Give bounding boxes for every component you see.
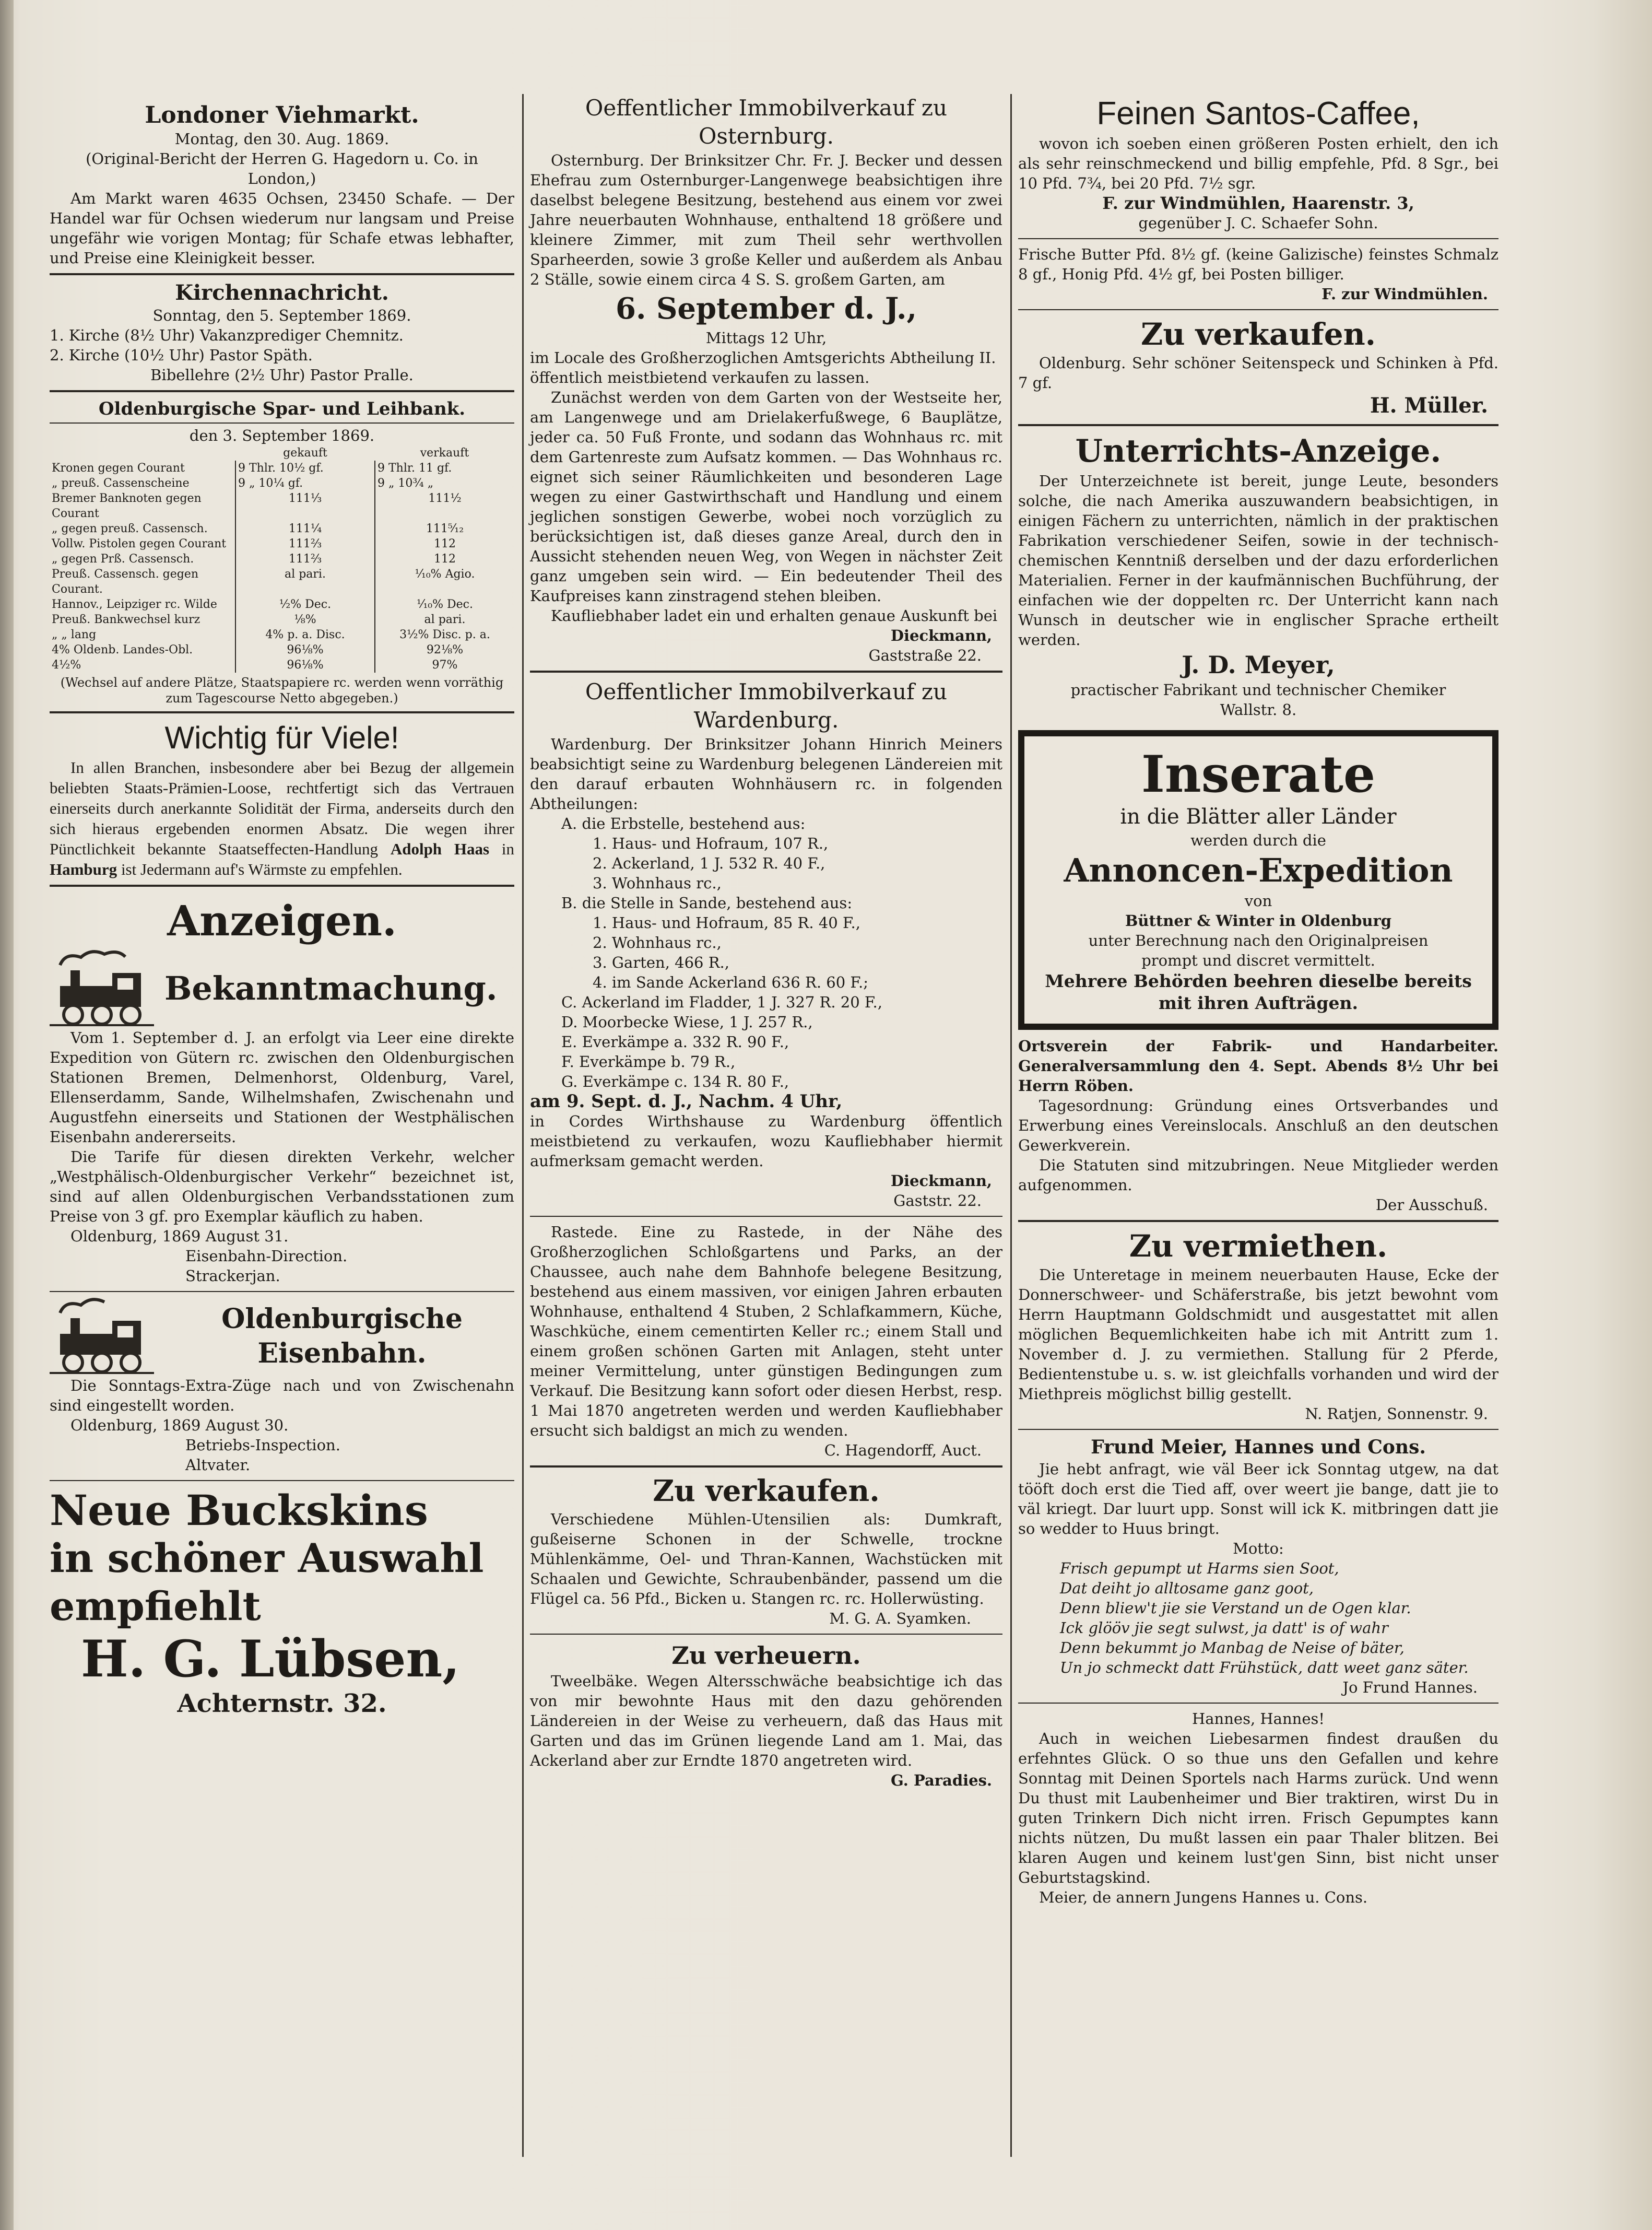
bekanntmachung-date: Oldenburg, 1869 August 31. (70, 1227, 289, 1245)
firm-name: Adolph Haas (390, 840, 490, 858)
list-item: 3. Garten, 466 R., (593, 954, 729, 971)
hannes-sign: Meier, de annern Jungens Hannes u. Cons. (1039, 1888, 1368, 1906)
frund-body: Jie hebt anfragt, wie väl Beer ick Sonntag utgew, na dat tööft doch erst die Tied aff, over weert jie bange, datt jie to väl kriegt. Dar luurt upp. Sonst will ick K. mitbringen datt jie so wedder to Huus bringt. (1018, 1460, 1498, 1537)
locomotive-icon (50, 1297, 154, 1376)
table-row: 4% Oldenb. Landes-Obl. 96⅛% 92⅛% (50, 642, 514, 658)
vermiethen-body: Die Unteretage in meinem neuerbauten Hause, Ecke der Donnerschweer- und Schäferstraße, bis jetzt bewohnt vom Herrn Hauptmann Goldschmidt und ausgestattet mit allen möglichen Bequemlichkeiten habe ich mit Antritt zum 1. November d. J. zu vermiethen. Stallung für 2 Pferde, Bedientenstube u. s. w. ist gleichfalls vorhanden und wird der Miethpreis möglichst billig gestellt. (1018, 1266, 1498, 1403)
separator (50, 1291, 514, 1292)
bank-note: (Wechsel auf andere Plätze, Staatspapiere rc. werden wenn vorräthig zum Tagescourse Netto abgegeben.) (60, 675, 504, 706)
inserate-line: werden durch die (1190, 831, 1326, 849)
hannes-title: Hannes, Hannes! (1191, 1710, 1325, 1728)
verkaufen-title: Zu verkaufen. (653, 1474, 880, 1508)
table-row: Vollw. Pistolen gegen Courant 111⅔ 112 (50, 536, 514, 551)
bekanntmachung-sign: Strackerjan. (185, 1267, 280, 1285)
table-row: Hannov., Leipziger rc. Wilde ½% Dec. ¹⁄₁₀% Dec. (50, 597, 514, 612)
table-row: „ gegen Prß. Cassensch. 111⅔ 112 (50, 551, 514, 567)
speck-ad (1018, 315, 1498, 419)
buckskins-line: empfiehlt (50, 1583, 261, 1629)
ortsverein-sign: Der Ausschuß. (1375, 1196, 1488, 1214)
butter-sign: F. zur Windmühlen. (1321, 285, 1488, 303)
bekanntmachung-title: Bekanntmachung. (164, 969, 498, 1007)
list-item: 3. Wohnhaus rc., (593, 874, 722, 892)
separator (530, 1465, 1002, 1468)
rates-header-row (50, 445, 514, 461)
separator (50, 885, 514, 887)
buckskins-line: Neue Buckskins (50, 1486, 428, 1535)
vermiethen-notice (1018, 1227, 1498, 1424)
column-divider (1010, 94, 1012, 2157)
viehmarkt-date: Montag, den 30. Aug. 1869. (174, 130, 390, 148)
table-row: 4½% 96⅛% 97% (50, 658, 514, 673)
osternburg-body: im Locale des Großherzoglichen Amtsgerichts Abtheilung II. (530, 349, 996, 367)
buckskins-ad (50, 1486, 514, 1719)
buckskins-name: H. G. Lübsen, (81, 1629, 460, 1688)
list-item: 1. Haus- und Hofraum, 85 R. 40 F., (593, 914, 860, 932)
bekanntmachung-body: Vom 1. September d. J. an erfolgt via Leer eine direkte Expedition von Gütern rc. zwischen den Oldenburgischen Stationen Bremen, Delmenhorst, Oldenburg, Varel, Ellenserdamm, Sande, Wilhelmshafen, Zwischenahn und Augustfehn einerseits und Stationen der Westphälischen Eisenbahn andererseits. (50, 1029, 514, 1146)
column-divider (522, 94, 524, 2157)
inserate-line: von (1244, 892, 1272, 910)
verkaufen-sign: M. G. A. Syamken. (829, 1610, 971, 1627)
eisenbahn-date: Oldenburg, 1869 August 30. (70, 1416, 289, 1434)
list-item: 2. Wohnhaus rc., (593, 934, 722, 952)
separator (50, 390, 514, 392)
viehmarkt-title: Londoner Viehmarkt. (145, 102, 419, 128)
list-item: C. Ackerland im Fladder, 1 J. 327 R. 20 F., (561, 993, 882, 1011)
table-row: „ preuß. Cassenscheine 9 „ 10¼ gf. 9 „ 10¾ „ (50, 476, 514, 491)
column-2 (530, 0, 1002, 1790)
col-header-buy: gekauft (283, 447, 327, 460)
verse-line: Denn bliew't jie sie Verstand un de Ogen klar. (1060, 1599, 1411, 1617)
list-item: 1. Haus- und Hofraum, 107 R., (593, 835, 829, 852)
separator (1018, 1220, 1498, 1222)
table-row: Bremer Banknoten gegen Courant 111⅓ 111½ (50, 491, 514, 521)
bank-date: den 3. September 1869. (189, 427, 375, 444)
wardenburg-body: Wardenburg. Der Brinksitzer Johann Hinrich Meiners beabsichtigt seine zu Wardenburg belegenen Ländereien mit den darauf erbauten Wohnhäusern rc. in folgenden Abtheilungen: (530, 735, 1002, 813)
separator (50, 422, 514, 424)
kirchen-line: 1. Kirche (8½ Uhr) Vakanzprediger Chemnitz. (50, 326, 404, 344)
speck-title: Zu verkaufen. (1140, 316, 1376, 352)
buckskins-addr: Achternstr. 32. (177, 1689, 387, 1718)
column-1 (50, 0, 514, 1719)
inserate-line: unter Berechnung nach den Originalpreisen (1088, 932, 1429, 949)
bank-title: Oldenburgische Spar- und Leihbank. (98, 398, 466, 419)
separator (530, 1216, 1002, 1217)
vermiethen-sign: N. Ratjen, Sonnenstr. 9. (1305, 1405, 1488, 1423)
bekanntmachung (50, 949, 514, 1286)
table-row: „ gegen preuß. Cassensch. 111¼ 111⁵⁄₁₂ (50, 521, 514, 536)
rastede-sign: C. Hagendorff, Auct. (824, 1441, 982, 1459)
bekanntmachung-body: Die Tarife für diesen direkten Verkehr, welcher „Westphälisch-Oldenburgischer Verkehr“ bezeichnet ist, sind auf allen Oldenburgischen Verbandsstationen zum Preise von 3 gf. pro Exemplar käuflich zu haben. (50, 1148, 514, 1225)
list-item: F. Everkämpe b. 79 R., (561, 1053, 736, 1071)
viehmarkt-source: (Original-Bericht der Herren G. Hagedorn u. Co. in London,) (86, 150, 478, 187)
caffee-addr: gegenüber J. C. Schaefer Sohn. (1138, 214, 1378, 232)
verse-line: Un jo schmeckt datt Frühstück, datt weet ganz säter. (1060, 1659, 1469, 1676)
verse-line: Denn bekummt jo Manbag de Neise of bäter, (1060, 1639, 1405, 1657)
list-item: E. Everkämpe a. 332 R. 90 F., (561, 1033, 789, 1051)
caffee-title: Feinen Santos-Caffee, (1096, 96, 1420, 132)
table-row: Kronen gegen Courant 9 Thlr. 10½ gf. 9 Thlr. 11 gf. (50, 461, 514, 476)
eisenbahn-org: Betriebs-Inspection. (185, 1436, 340, 1454)
hannes-notice (1018, 1709, 1498, 1907)
osternburg-title: Oeffentlicher Immobilverkauf zu Osternburg. (585, 95, 948, 149)
inserate-line: in die Blätter aller Länder (1120, 805, 1397, 829)
verse-line: Ick glööv jie segt sulwst, ja datt' is of wahr (1060, 1619, 1388, 1637)
bekanntmachung-org: Eisenbahn-Direction. (185, 1247, 348, 1265)
butter-body: Frische Butter Pfd. 8½ gf. (keine Galizische) feinstes Schmalz 8 gf., Honig Pfd. 4½ gf, bei Posten billiger. (1018, 245, 1498, 283)
kirchen-notice (50, 280, 514, 385)
kirchen-line: 2. Kirche (10½ Uhr) Pastor Späth. (50, 346, 313, 364)
ortsverein-body: Tagesordnung: Gründung eines Ortsverbandes und Erwerbung eines Vereinslocals. Anschluß an den deutschen Gewerkverein. (1018, 1097, 1498, 1154)
verkaufen-notice (530, 1473, 1002, 1628)
viehmarkt-body: Am Markt waren 4635 Ochsen, 23450 Schafe. — Der Handel war für Ochsen wiederum nur langsam und Preise ungefähr wie vorigen Montag; für Schafe etwas lebhafter, und Preise eine Kleinigkeit besser. (50, 190, 514, 267)
separator (50, 711, 514, 713)
osternburg-body: Osternburg. Der Brinksitzer Chr. Fr. J. Becker und dessen Ehefrau zum Osternburger-Langenwege beabsichtigen ihre daselbst belegene Besitzung, bestehend aus einem vor zwei Jahre neuerbauten Wohnhause, enthaltend 18 größere und kleinere Zimmer, mit zum Theil sehr werthvollen Sparheerden, sowie 3 große Keller und außerdem als Anbau 2 Ställe, sowie einem circa 4 S. S. großem Garten, am (530, 151, 1002, 288)
separator (530, 671, 1002, 673)
column-3 (1018, 0, 1498, 1907)
eisenbahn-sign: Altvater. (185, 1456, 251, 1474)
verse-line: Frisch gepumpt ut Harms sien Soot, (1060, 1559, 1339, 1577)
firm-city: Hamburg (50, 860, 117, 878)
kirchen-line: Bibellehre (2½ Uhr) Pastor Pralle. (150, 366, 414, 384)
butter-ad (1018, 244, 1498, 304)
wardenburg-sign: Dieckmann, (890, 1172, 992, 1190)
verheuern-notice (530, 1640, 1002, 1790)
osternburg-body: öffentlich meistbietend verkaufen zu lassen. (530, 369, 870, 386)
osternburg-body: Kaufliebhaber ladet ein und erhalten genaue Auskunft bei (551, 607, 998, 625)
frund-title: Frund Meier, Hannes und Cons. (1091, 1436, 1426, 1458)
hannes-body: Auch in weichen Liebesarmen findest draußen du erfehntes Glück. O so thue uns den Gefallen und kehre Sonntag mit Deinen Sportels nach Harms zurück. Und wenn Du thust mit Laubenheimer und Bier traktiren, wirst Du in guten Trinkern Dich nicht irren. Frisch Gepumptes kann nichts nützen, Du mußt lassen ein paar Thaler blitzen. Bei klaren Augen und keinem lust'gen Sinn, bist nicht unser Geburtstagskind. (1018, 1730, 1498, 1886)
list-item: B. die Stelle in Sande, bestehend aus: (561, 894, 853, 912)
locomotive-icon (50, 949, 154, 1028)
unterricht-ad (1018, 431, 1498, 720)
osternburg-body: Zunächst werden von dem Garten von der Westseite her, am Langenwege und am Drielakerfußwege, 6 Bauplätze, jeder ca. 50 Fuß Fronte, und sodann das Wohnhaus rc. mit dem Gartenreste zum Aufsatz kommen. — Das Wohnhaus rc. eignet sich seiner Räumlichkeiten und besonderen Lage wegen zu einer Gastwirthschaft und Handlung und einem jeglichen sonstigen Gewerbe, wobei noch vorzüglich zu berücksichtigen ist, daß dieses ganze Areal, durch den in Aussicht stehenden neuen Weg, von Wegen in nächster Zeit ganz umgeben sein wird. — Ein bedeutender Theil des Kaufpreises kann zinstragend stehen bleiben. (530, 389, 1002, 605)
ortsverein-body: Die Statuten sind mitzubringen. Neue Mitglieder werden aufgenommen. (1018, 1156, 1498, 1194)
unterricht-sub: practischer Fabrikant und technischer Chemiker (1070, 681, 1446, 699)
caffee-sign: F. zur Windmühlen, Haarenstr. 3, (1102, 193, 1414, 213)
inserate-expedition: Annoncen-Expedition (1064, 851, 1453, 889)
table-row: Preuß. Bankwechsel kurz ⅛% al pari. (50, 612, 514, 627)
kirchen-title: Kirchennachricht. (175, 280, 389, 305)
inserate-firm: Büttner & Winter in Oldenburg (1125, 912, 1392, 930)
caffee-ad (1018, 94, 1498, 233)
col-header-sell: verkauft (420, 447, 469, 460)
kirchen-date: Sonntag, den 5. September 1869. (152, 307, 411, 324)
separator (1018, 424, 1498, 426)
vermiethen-title: Zu vermiethen. (1129, 1228, 1388, 1264)
page-gutter (0, 0, 14, 2230)
wardenburg-title: Oeffentlicher Immobilverkauf zu Wardenburg. (585, 679, 948, 733)
osternburg-notice (530, 94, 1002, 665)
list-item: G. Everkämpe c. 134 R. 80 F., (561, 1073, 789, 1090)
viehmarkt-notice (50, 102, 514, 268)
eisenbahn-title: Oldenburgische (221, 1303, 463, 1335)
separator (1018, 1703, 1498, 1704)
buckskins-line: in schöner Auswahl (50, 1535, 484, 1581)
unterricht-title: Unterrichts-Anzeige. (1075, 433, 1442, 470)
osternburg-date: 6. September d. J., (615, 291, 917, 326)
inserate-line: Mehrere Behörden beehren dieselbe bereits mit ihren Aufträgen. (1045, 971, 1472, 1013)
frund-sign: Jo Frund Hannes. (1342, 1679, 1478, 1696)
wardenburg-body: in Cordes Wirthshause zu Wardenburg öffentlich meistbietend zu verkaufen, wozu Kaufliebhaber hiermit aufmerksam gemacht werden. (530, 1112, 1002, 1170)
table-row: „ „ lang 4% p. a. Disc. 3½% Disc. p. a. (50, 627, 514, 642)
wardenburg-date: am 9. Sept. d. J., Nachm. 4 Uhr, (530, 1091, 843, 1112)
wichtig-body: In allen Branchen, insbesondere aber bei Bezug der allgemein beliebten Staats-Prämien-Loose, rechtfertigt sich das Vertrauen einerseits durch anerkannte Solidität der Firma, anderseits durch den sich hieraus ergebenden enormen Absatz. Die wegen ihrer Pünctlichkeit bekannte Staatseffecten-Handlung Adolph Haas in Hamburg ist Jedermann auf's Wärmste zu empfehlen. (50, 758, 515, 878)
speck-sign: H. Müller. (1370, 393, 1488, 418)
speck-body: Oldenburg. Sehr schöner Seitenspeck und Schinken à Pfd. 7 gf. (1018, 354, 1498, 392)
ortsverein-body: Ortsverein der Fabrik- und Handarbeiter. Generalversammlung den 4. Sept. Abends 8½ Uhr bei Herrn Röben. (1018, 1037, 1498, 1095)
osternburg-time: Mittags 12 Uhr, (705, 329, 827, 347)
list-item: 2. Ackerland, 1 J. 532 R. 40 F., (593, 854, 825, 872)
verse-line: Dat deiht jo alltosame ganz goot, (1060, 1579, 1314, 1597)
wichtig-title: Wichtig für Viele! (164, 720, 399, 755)
separator (1018, 309, 1498, 310)
eisenbahn-body: Die Sonntags-Extra-Züge nach und von Zwischenahn sind eingestellt worden. (50, 1377, 514, 1414)
inserate-box (1018, 730, 1498, 1030)
rates-table (50, 445, 514, 673)
list-item: D. Moorbecke Wiese, 1 J. 257 R., (561, 1013, 813, 1031)
bank-rates (50, 397, 514, 706)
verheuern-body: Tweelbäke. Wegen Altersschwäche beabsichtige ich das von mir bewohnte Haus mit den dazu gehörenden Ländereien in der Weise zu verheuern, daß das Haus mit Garten und das im Grünen liegende Land am 1. Mai, das Ackerland aber zur Erndte 1870 angetreten wird. (530, 1672, 1002, 1769)
ortsverein-notice (1018, 1036, 1498, 1215)
list-item: 4. im Sande Ackerland 636 R. 60 F.; (593, 973, 869, 991)
wardenburg-list (530, 814, 1002, 1091)
separator (50, 273, 514, 275)
list-item: A. die Erbstelle, bestehend aus: (561, 815, 806, 832)
wardenburg-notice (530, 678, 1002, 1211)
rastede-body: Rastede. Eine zu Rastede, in der Nähe des Großherzoglichen Schloßgartens und Parks, an der Chaussee, auch nahe dem Bahnhofe belegene Besitzung, bestehend aus einem massiven, vor einigen Jahren erbauten Wohnhause, enthaltend 4 Stuben, 2 Schlafkammern, Küche, Waschküche, einem cementirten Keller rc.; einem Stall und einem großen schönen Garten mit Anlagen, steht unter meiner Vermittelung, unter günstigen Bedingungen zum Verkauf. Die Besitzung kann sofort oder diesen Herbst, resp. 1 Mai 1870 angetreten werden und werden Kaufliebhaber ersucht sich baldigst an mich zu wenden. (530, 1223, 1002, 1439)
wardenburg-addr: Gaststr. 22. (893, 1192, 982, 1210)
frund-notice (1018, 1435, 1498, 1697)
frund-motto: Motto: (1233, 1540, 1284, 1557)
eisenbahn-title: Eisenbahn. (257, 1337, 427, 1369)
separator (530, 1634, 1002, 1635)
osternburg-addr: Gaststraße 22. (868, 647, 982, 664)
unterricht-addr: Wallstr. 8. (1220, 701, 1297, 719)
osternburg-sign: Dieckmann, (890, 627, 992, 644)
rastede-notice (530, 1222, 1002, 1460)
verheuern-title: Zu verheuern. (671, 1641, 861, 1670)
inserate-title: Inserate (1141, 745, 1376, 804)
caffee-body: wovon ich soeben einen größeren Posten erhielt, den ich als sehr reinschmeckend und billig empfehle, Pfd. 8 Sgr., bei 10 Pfd. 7¾, bei 20 Pfd. 7½ sgr. (1018, 135, 1498, 192)
table-row: Preuß. Cassensch. gegen Courant. al pari. ¹⁄₁₀% Agio. (50, 567, 514, 597)
wichtig-ad (50, 719, 514, 879)
unterricht-sign: J. D. Meyer, (1182, 651, 1335, 679)
separator (1018, 238, 1498, 239)
separator (50, 1480, 514, 1481)
separator (1018, 1429, 1498, 1430)
verheuern-sign: G. Paradies. (891, 1771, 992, 1789)
eisenbahn-notice (50, 1297, 514, 1475)
unterricht-body: Der Unterzeichnete ist bereit, junge Leute, besonders solche, die nach Amerika auszuwandern beabsichtigen, in einigen Fächern zu unterrichten, nämlich in der praktischen Fabrikation verschiedener Seifen, sowie in der technisch-chemischen Kenntniß derselben und der dazu erforderlichen Materialien. Ferner in der kaufmännischen Buchführung, der einfachen wie der doppelten rc. Der Unterricht kann nach Wunsch in deutscher wie in englischer Sprache ertheilt werden. (1018, 472, 1498, 649)
verkaufen-body: Verschiedene Mühlen-Utensilien als: Dumkraft, gußeiserne Schonen in der Schwelle, trockne Mühlenkämme, Oel- und Thran-Kannen, Wachstücken mit Schaalen und Gewichte, Schraubenbänder, passend um die Flügel ca. 56 Pfd., Bicken u. Stangen rc. rc. Hollerwüsting. (530, 1510, 1002, 1607)
anzeigen-heading: Anzeigen. (167, 896, 397, 945)
inserate-line: prompt und discret vermittelt. (1141, 952, 1375, 969)
